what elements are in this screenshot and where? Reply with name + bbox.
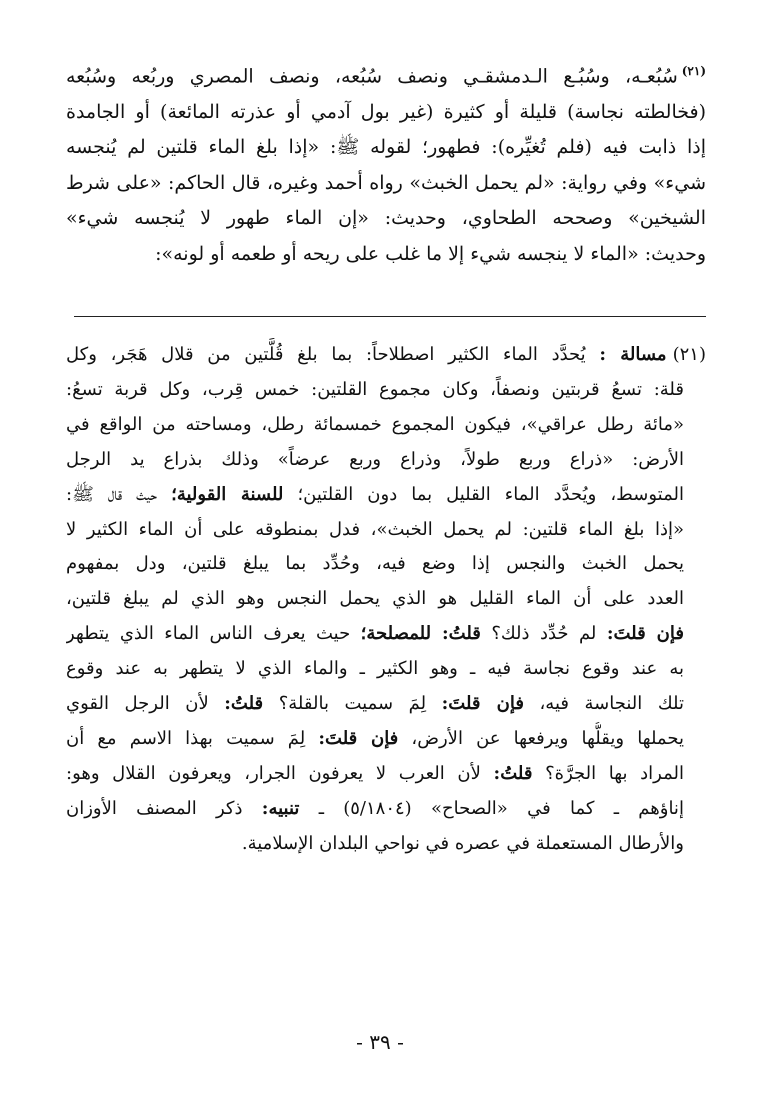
main-line-6: وحديث: «الماء لا ينجسه شيء إلا ما غلب على ريحه أو طعمه أو لونه»:: [155, 242, 706, 265]
footnote: [66, 338, 706, 862]
footnote-line-13: المراد بها الجرَّة؟ قلتُ: لأن العرب لا يعرفون الجرار، ويعرفون القلال وهو:: [66, 762, 684, 784]
footnote-label: مسالة :: [599, 344, 667, 365]
main-text: [66, 54, 706, 272]
footnote-number: (٢١): [672, 344, 706, 365]
footnote-line-14: إناؤهم ـ كما في «الصحاح» (٥/١٨٠٤) ـ تنبيه: ذكر المصنف الأوزان: [66, 797, 684, 819]
main-line-1: $^{(٢١)}$سُبُعـه، وسُبُـع الـدمشقـي ونصف سُبُعه، ونصف المصري وربُعه وسُبُعه: [66, 64, 706, 88]
footnote-line-4: الأرض: «ذراع وربع طولاً، وذراع وربع عرضاً» وذلك بذراع يد الرجل: [66, 448, 684, 470]
main-line-4: شيء» وفي رواية: «لم يحمل الخبث» رواه أحمد وغيره، قال الحاكم: «على شرط: [66, 171, 706, 194]
footnote-line-2: قلة: تسعُ قربتين ونصفاً، وكان مجموع القلتين: خمس قِرب، وكل قربة تسعُ:: [66, 378, 684, 400]
main-line-5: الشيخين» وصححه الطحاوي، وحديث: «إن الماء طهور لا يُنجسه شيء»: [66, 207, 706, 230]
page-number: - ٣٩ -: [356, 1030, 404, 1054]
footnote-line-15: والأرطال المستعملة في عصره في نواحي البلدان الإسلامية.: [241, 832, 684, 854]
main-line-3: إذا ذابت فيه (فلم تُغيِّره): فطهور؛ لقوله ﷺ: «إذا بلغ الماء قلتين لم يُنجسه: [66, 136, 706, 159]
footnote-line-5: المتوسط، ويُحدَّد الماء القليل بما دون القلتين؛ للسنة القولية؛ حيث قال ﷺ:: [66, 483, 684, 505]
footnote-line-8: العدد على أن الماء القليل هو الذي يحمل النجس وهو الذي لم يبلغ قلتين،: [66, 588, 684, 610]
footnote-divider: [74, 316, 706, 317]
main-line-2: (فخالطته نجاسة) قليلة أو كثيرة (غير بول آدمي أو عذرته المائعة) أو الجامدة: [66, 100, 706, 123]
footnote-line-3: «مائة رطل عراقي»، فيكون المجموع خمسمائة رطل، ومساحته من الواقع في: [66, 413, 684, 435]
footnote-line-7: يحمل الخبث والنجس إذا وضع فيه، وحُدِّد بما يبلغ قلتين، ودل بمفهوم: [66, 553, 684, 575]
footnote-line-1: (٢١)مسالة : يُحدَّد الماء الكثير اصطلاحاً: بما بلغ قُلَّتين من قلال هَجَر، وكل: [66, 344, 706, 365]
footnote-marker: (٢١): [681, 64, 706, 78]
footnote-line-10: به عند وقوع نجاسة فيه ـ وهو الكثير ـ والماء الذي لا يتطهر به عند وقوع: [66, 658, 684, 680]
footnote-line-6: «إذا بلغ الماء قلتين: لم يحمل الخبث»، فدل بمنطوقه على أن الماء الكثير لا: [66, 518, 684, 540]
footnote-line-9: فإن قلتَ: لم حُدِّد ذلك؟ قلتُ: للمصلحة؛ حيث يعرف الناس الماء الذي يتطهر: [66, 623, 684, 645]
footnote-line-12: يحملها ويقلُّها ويرفعها عن الأرض، فإن قلتَ: لِمَ سميت بهذا الاسم مع أن: [66, 727, 684, 749]
footnote-line-11: تلك النجاسة فيه، فإن قلتَ: لِمَ سميت بالقلة؟ قلتُ: لأن الرجل القوي: [66, 693, 684, 715]
